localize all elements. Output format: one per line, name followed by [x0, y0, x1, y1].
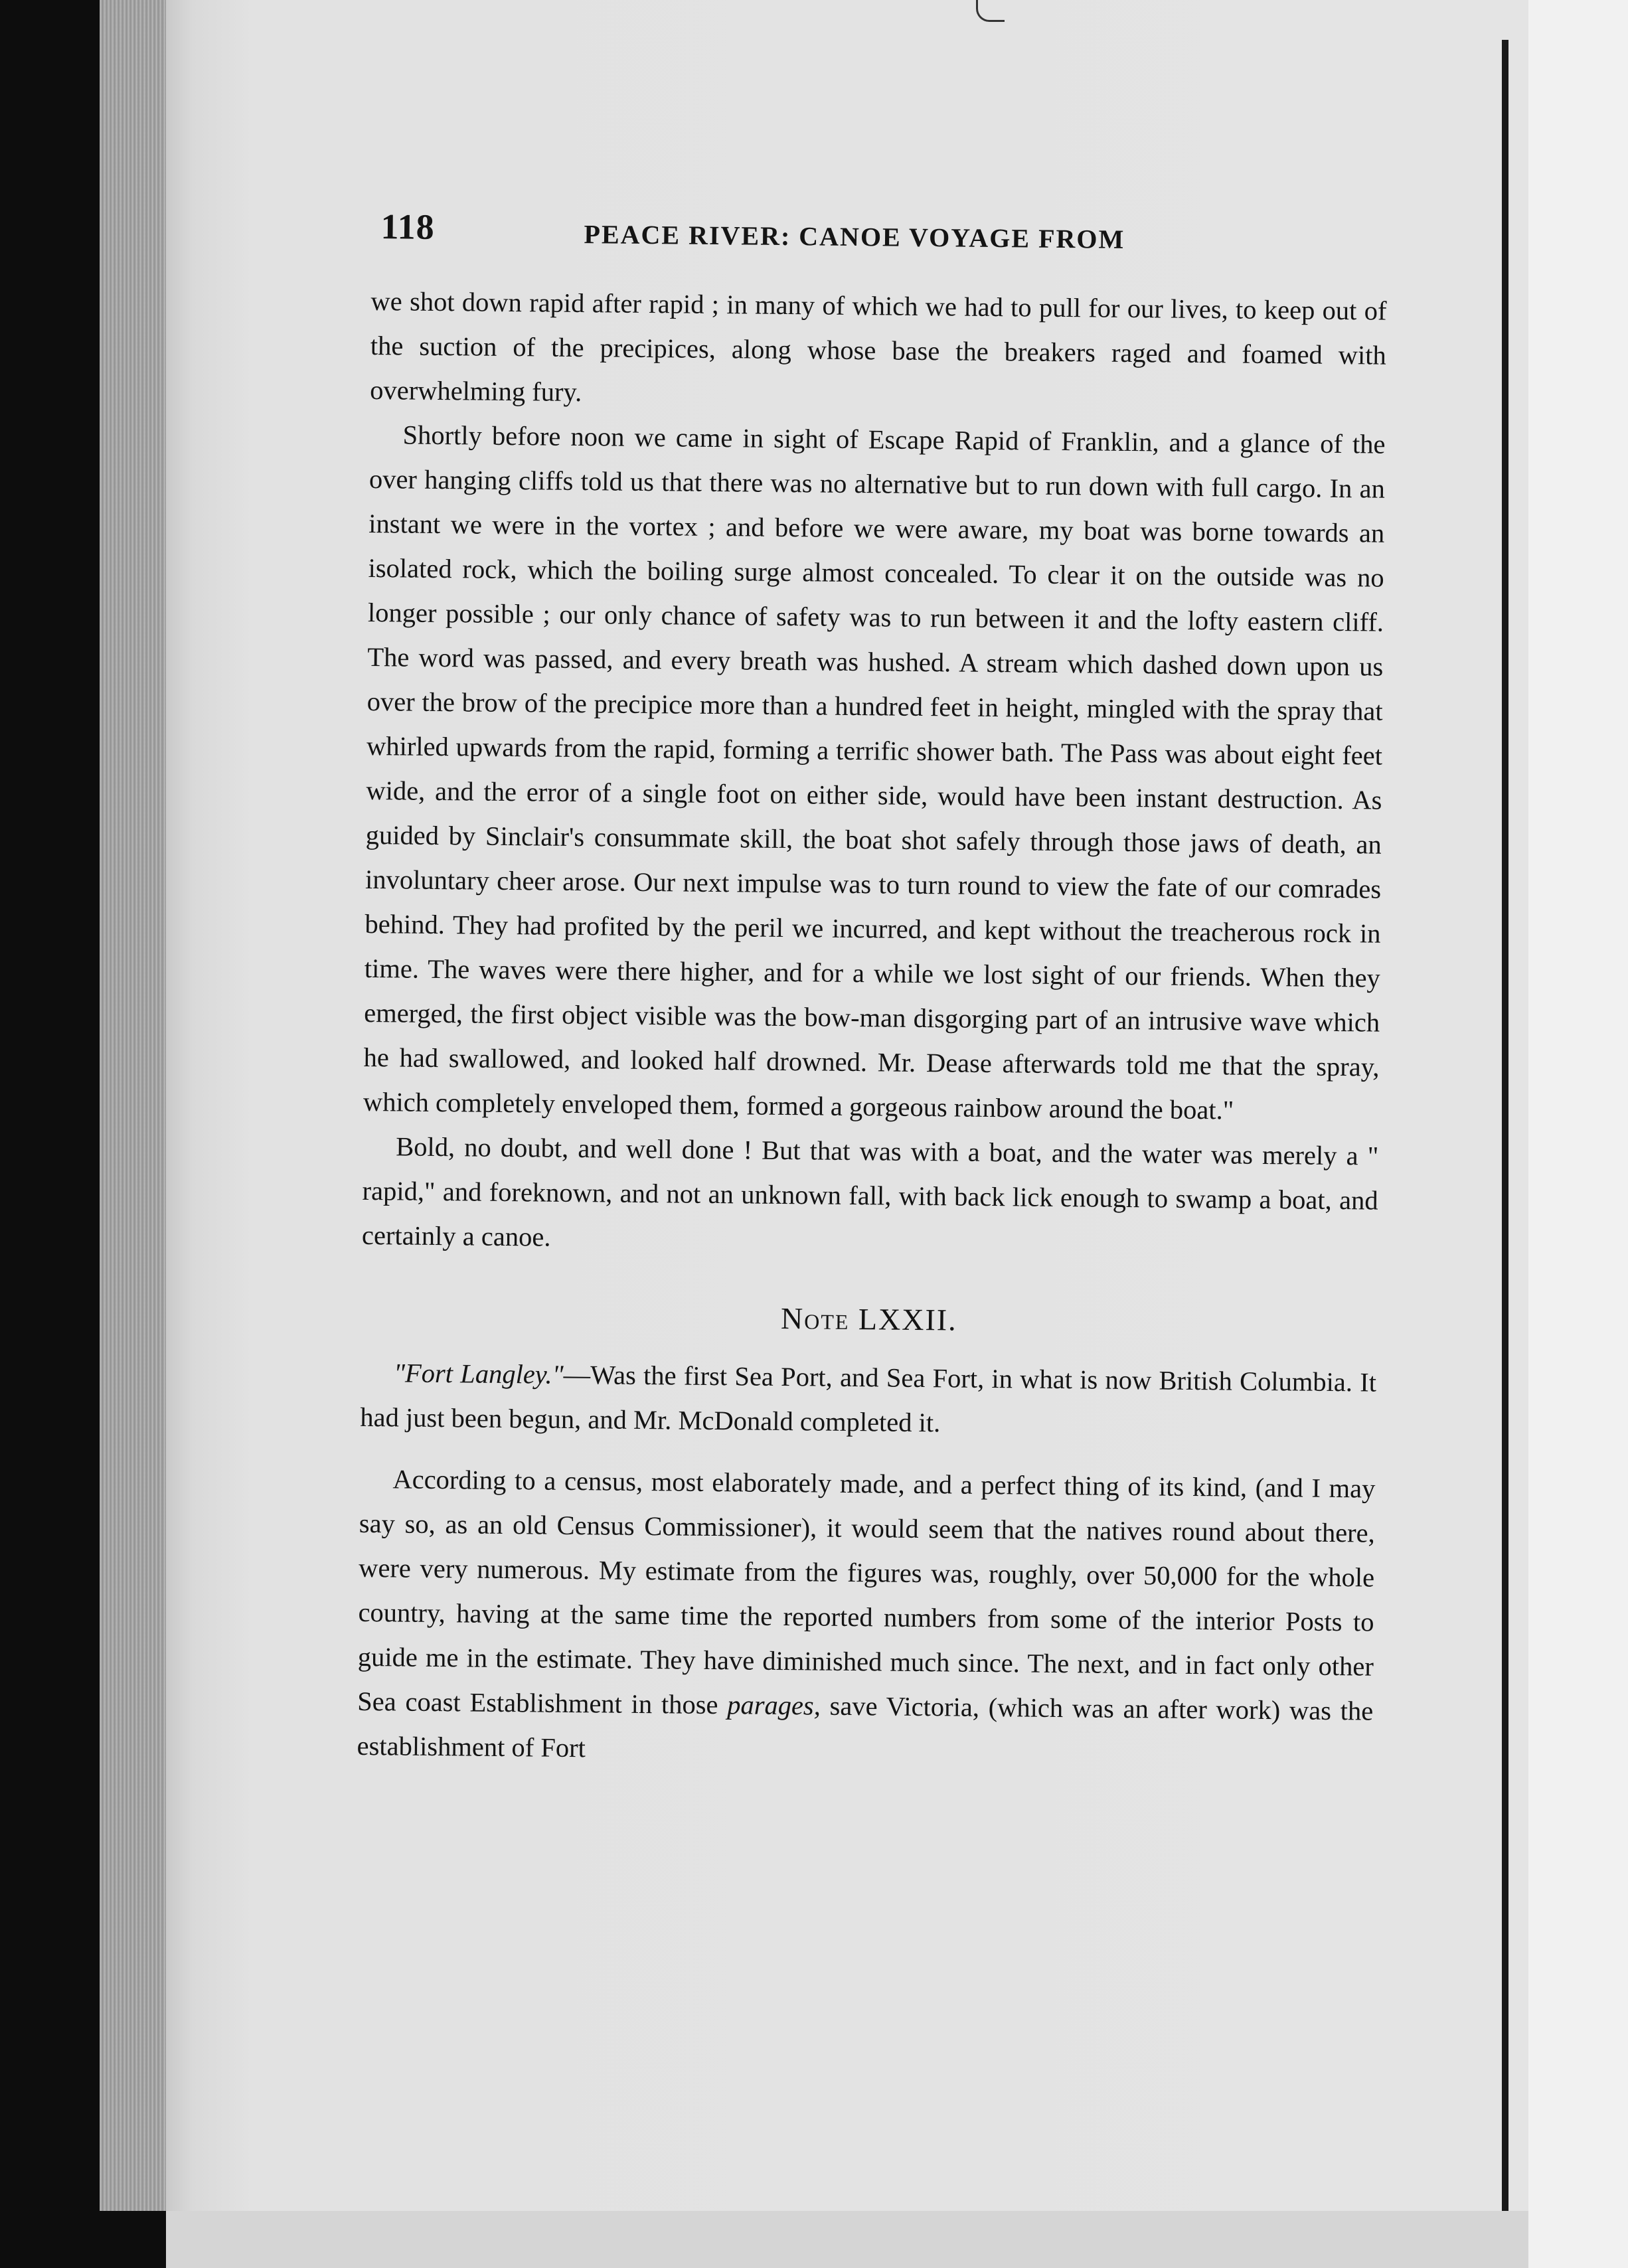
page-number: 118 [380, 206, 435, 247]
bottom-page-shade [166, 2211, 1528, 2268]
note-paragraph-fort-langley [360, 1350, 1376, 1449]
note-paragraph-text: —Was the first Sea Port, and Sea Fort, in what is now British Columbia. It had just been begun, and Mr. McDonald completed it. [360, 1359, 1377, 1438]
note-heading: Note LXXII. [780, 1301, 957, 1337]
top-scan-mark [976, 0, 1005, 22]
italic-word: parages, [726, 1690, 821, 1721]
paragraph-escape-rapid: Shortly before noon we came in sight of Escape Rapid of Franklin, and a glance of the over hanging cliffs told us that there was no alternative but to run down with full cargo. In an instant we were in the vortex ; and before we were aware, my boat was borne towards an isolated rock, which the boiling surge almost concealed. To clear it on the outside was no longer possible ; our only chance of safety was to run between it and the lofty eastern cliff. The word was passed, and every breath was hushed. A stream which dashed down upon us over the brow of the precipice more than a hundred feet in height, mingled with the spray that whirled upwards from the rapid, forming a terrific shower bath. The Pass was about eight feet wide, and the error of a single foot on either side, would have been instant destruction. As guided by Sinclair's consummate skill, the boat shot safely through those jaws of death, an involuntary cheer arose. Our next impulse was to turn round to view the fate of our comrades behind. They had profited by the peril we incurred, and kept without the treacherous rock in time. The waves were there higher, and for a while we lost sight of our friends. When they emerged, the first object visible was the bow-man disgorging part of an intrusive wave which he had swallowed, and looked half drowned. Mr. Dease afterwards told me that the spray, which completely enveloped them, formed a gorgeous rainbow around the boat." [363, 420, 1386, 1125]
census-text-end: save Victoria, (which was an after work) was the establishment of Fort [357, 1690, 1374, 1763]
paragraph-continued: we shot down rapid after rapid ; in many of which we had to pull for our lives, to keep out of the suction of the precipices, along whose base the breakers raged and foamed with overwhelming fury. [370, 285, 1387, 408]
right-margin-strip [1528, 0, 1628, 2268]
census-text: According to a census, most elaborately made, and a perfect thing of its kind, (and I may say so, as an old Census Commissioner), it would seem that the natives round about there, were very numerous. My estimate from the figures was, roughly, over 50,000 for the whole country, having at the same time the reported numbers from some of the interior Posts to guide me in the estimate. They have diminished much since. The next, and in fact only other Sea coast Establishment in those [357, 1464, 1376, 1720]
page-header [371, 199, 1388, 289]
note-paragraph-census [357, 1457, 1375, 1778]
page-text [357, 199, 1388, 1778]
gutter-shadow-line [1502, 40, 1508, 2231]
running-head: PEACE RIVER: CANOE VOYAGE FROM [584, 219, 1125, 254]
note-title: "Fort Langley." [393, 1358, 564, 1390]
paragraph-bold-no-doubt: Bold, no doubt, and well done ! But that was with a boat, and the water was merely a " rapid," and foreknown, and not an unknown fall, with back lick enough to swamp a boat, and certainly a canoe. [361, 1131, 1379, 1252]
page-stack-edge [100, 0, 166, 2211]
